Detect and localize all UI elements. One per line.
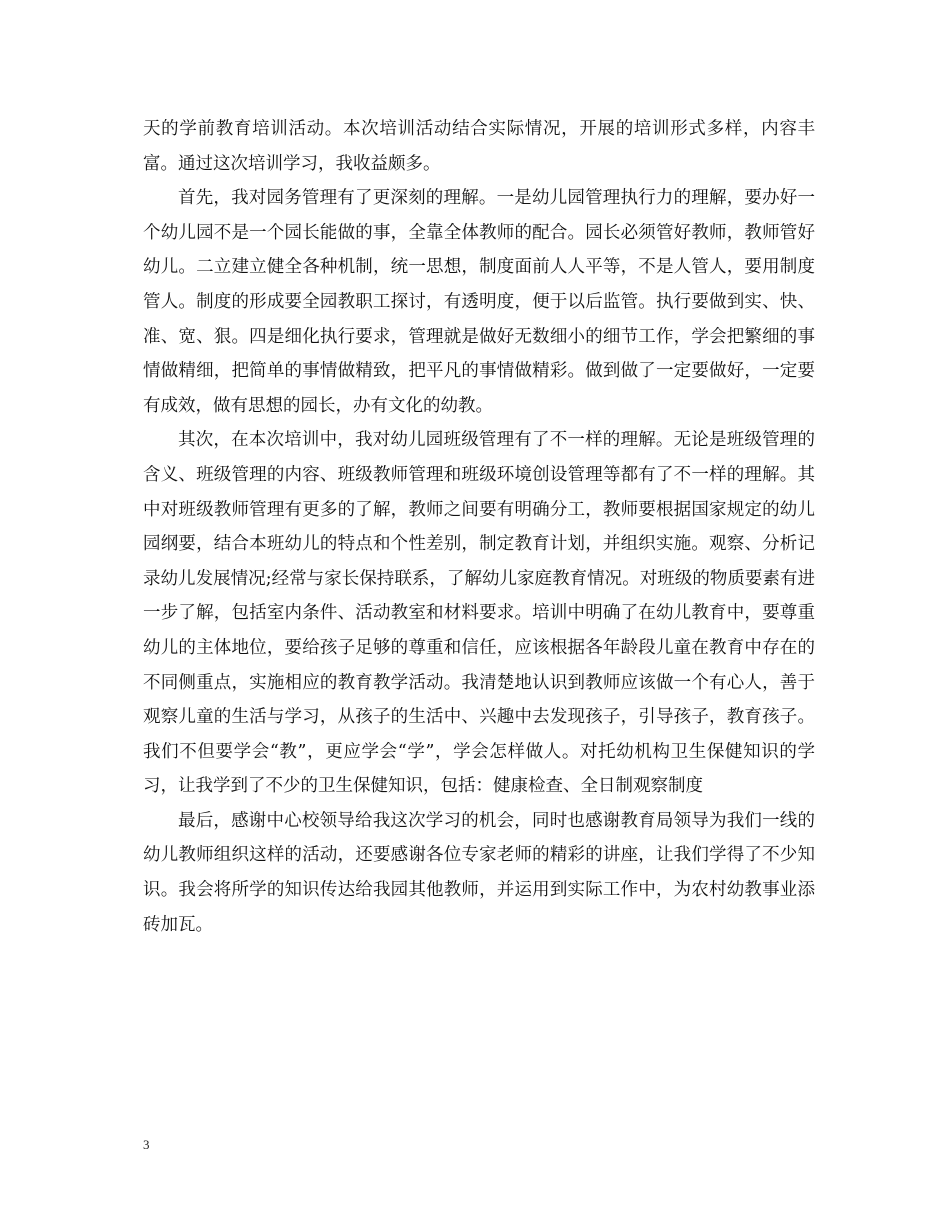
paragraph-continuation: 天的学前教育培训活动。本次培训活动结合实际情况，开展的培训形式多样，内容丰富。通过这次培训学习，我收益颇多。 <box>143 119 815 174</box>
paragraph-thanks: 最后，感谢中心校领导给我这次学习的机会，同时也感谢教育局领导为我们一线的幼儿教师组织这样的活动，还要感谢各位专家老师的精彩的讲座，让我们学得了不少知识。我会将所学的知识传达给我园其他教师，并运用到实际工作中，为农村幼教事业添砖加瓦。 <box>143 810 815 935</box>
paragraph-class-management: 其次，在本次培训中，我对幼儿园班级管理有了不一样的理解。无论是班级管理的含义、班级管理的内容、班级教师管理和班级环境创设管理等都有了不一样的理解。其中对班级教师管理有更多的了解，教师之间要有明确分工，教师要根据国家规定的幼儿园纲要，结合本班幼儿的特点和个性差别，制定教育计划，并组织实施。观察、分析记录幼儿发展情况;经常与家长保持联系，了解幼儿家庭教育情况。对班级的物质要素有进一步了解，包括室内条件、活动教室和材料要求。培训中明确了在幼儿教育中，要尊重幼儿的主体地位，要给孩子足够的尊重和信任，应该根据各年龄段儿童在教育中存在的不同侧重点，实施相应的教育教学活动。我清楚地认识到教师应该做一个有心人，善于观察儿童的生活与学习，从孩子的生活中、兴趣中去发现孩子，引导孩子，教育孩子。我们不但要学会“教”，更应学会“学”，学会怎样做人。对托幼机构卫生保健知识的学习，让我学到了不少的卫生保健知识，包括：健康检查、全日制观察制度 <box>143 430 815 797</box>
document-body <box>143 112 815 942</box>
page-number: 3 <box>143 1137 150 1152</box>
paragraph-management: 首先，我对园务管理有了更深刻的理解。一是幼儿园管理执行力的理解，要办好一个幼儿园不是一个园长能做的事，全靠全体教师的配合。园长必须管好教师，教师管好幼儿。二立建立健全各种机制，统一思想，制度面前人人平等，不是人管人，要用制度管人。制度的形成要全园教职工探讨，有透明度，便于以后监管。执行要做到实、快、准、宽、狠。四是细化执行要求，管理就是做好无数细小的细节工作，学会把繁细的事情做精细，把简单的事情做精致，把平凡的事情做精彩。做到做了一定要做好，一定要有成效，做有思想的园长，办有文化的幼教。 <box>143 188 815 416</box>
